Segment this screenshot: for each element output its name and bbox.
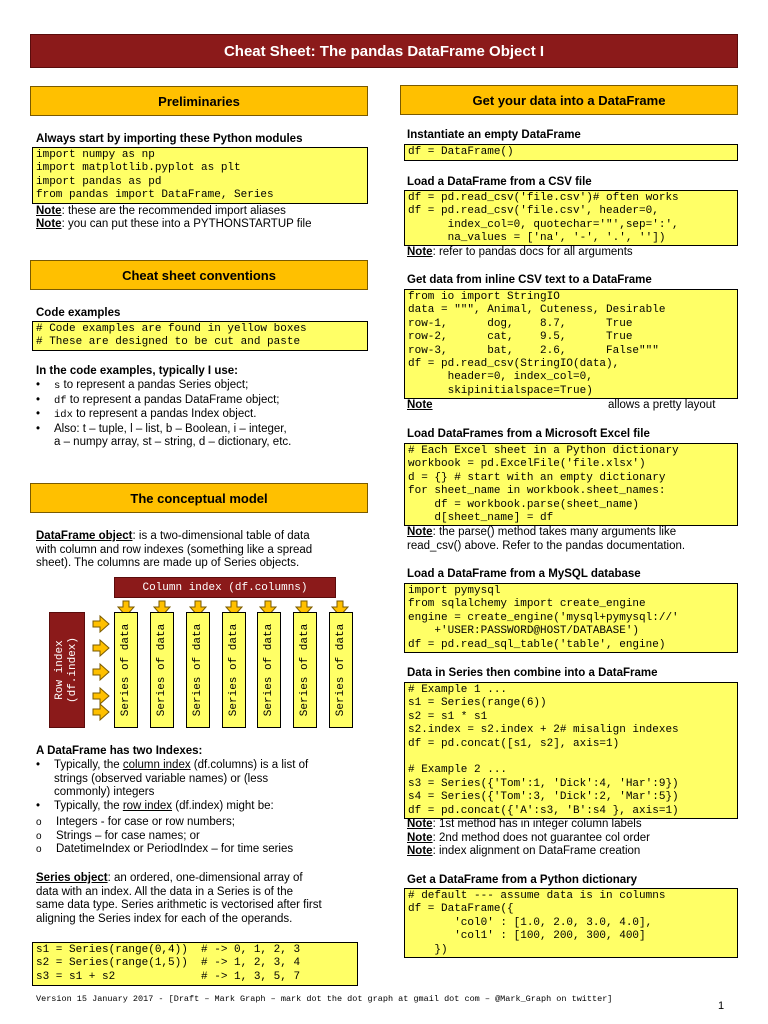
conventions-code-box[interactable]: # Code examples are found in yellow boxes # These are designed to be cut and paste — [32, 321, 368, 351]
series-column: Series of data — [293, 612, 317, 728]
mysql-code-box[interactable]: import pymysql from sqlalchemy import create_engine engine = create_engine('mysql+pymysql://' +'USER:PASSWORD@HOST/DATABASE') df = pd.read_sql_table('table', engine) — [404, 583, 738, 653]
csv-subheading: Load a DataFrame from a CSV file — [407, 176, 592, 188]
series-column: Series of data — [329, 612, 353, 728]
empty-df-code-box[interactable]: df = DataFrame() — [404, 144, 738, 161]
inline-csv-code-box[interactable]: from io import StringIO data = """, Animal, Cuteness, Desirable row-1, dog, 8.7, True row-2, cat, 9.5, True row-3, bat, 2.6, False""" df = pd.read_csv(StringIO(data), header=0, index_col=0, skipinitialspace=True) — [404, 289, 738, 399]
list-item: o Integers - for case or row numbers; — [0, 816, 368, 830]
series-description: Series object: an ordered, one-dimensional array of data with an index. All the data in a Series is of the same data type. Series arithmetic is vectorised after first aligning the Series index for each of the operands. — [36, 872, 322, 925]
usage-subheading: In the code examples, typically I use: — [36, 365, 238, 377]
csv-code-box[interactable]: df = pd.read_csv('file.csv')# often works df = pd.read_csv('file.csv', header=0, index_col=0, quotechar='"',sep=':', na_values = ['na', '-', '.', '']) — [404, 190, 738, 246]
imports-subheading: Always start by importing these Python modules — [36, 133, 303, 145]
row-index-types-list — [0, 816, 368, 857]
dict-code-box[interactable]: # default --- assume data is in columns df = DataFrame({ 'col0' : [1.0, 2.0, 3.0, 4.0], 'col1' : [100, 200, 300, 400] }) — [404, 888, 738, 958]
series-code-box[interactable]: s1 = Series(range(0,4)) # -> 0, 1, 2, 3 s2 = Series(range(1,5)) # -> 1, 2, 3, 4 s3 = s1 + s2 # -> 1, 3, 5, 7 — [32, 942, 358, 986]
arrow-right-icon — [93, 688, 109, 704]
arrow-right-icon — [93, 616, 109, 632]
series-column: Series of data — [150, 612, 174, 728]
imports-note-1: Note: these are the recommended import aliases — [36, 205, 286, 217]
list-item: o DatetimeIndex or PeriodIndex – for time series — [0, 843, 368, 857]
series-combine-notes: Note: 1st method has in integer column labels Note: 2nd method does not guarantee col order Note: index alignment on DataFrame creation — [407, 818, 650, 858]
series-column: Series of data — [222, 612, 246, 728]
page-number: 1 — [718, 1000, 725, 1012]
page-title: Cheat Sheet: The pandas DataFrame Object I — [30, 34, 738, 68]
inline-csv-note: Note — [407, 399, 433, 411]
inline-csv-note-right: allows a pretty layout — [608, 399, 716, 411]
series-column: Series of data — [114, 612, 138, 728]
dict-subheading: Get a DataFrame from a Python dictionary — [407, 874, 638, 886]
imports-note-2: Note: you can put these into a PYTHONSTARTUP file — [36, 218, 312, 230]
code-examples-subheading: Code examples — [36, 307, 121, 319]
imports-code-box[interactable]: import numpy as np import matplotlib.pyplot as plt import pandas as pd from pandas import DataFrame, Series — [32, 147, 368, 204]
excel-code-box[interactable]: # Each Excel sheet in a Python dictionary workbook = pd.ExcelFile('file.xlsx') d = {} # start with an empty dictionary for sheet_name in workbook.sheet_names: df = workbook.parse(sheet_name) d[sheet_name] = df — [404, 443, 738, 526]
arrow-right-icon — [93, 704, 109, 720]
footer-version: Version 15 January 2017 - [Draft – Mark Graph – mark dot the dot graph at gmail dot com – @Mark_Graph on twitter] — [36, 994, 613, 1004]
two-indexes-heading: A DataFrame has two Indexes: — [36, 745, 203, 757]
conventions-list — [34, 379, 368, 450]
series-column: Series of data — [257, 612, 281, 728]
indexes-list — [34, 759, 368, 813]
series-combine-code-box[interactable]: # Example 1 ... s1 = Series(range(6)) s2 = s1 * s1 s2.index = s2.index + 2# misalign indexes df = pd.concat([s1, s2], axis=1) # Example 2 ... s3 = Series({'Tom':1, 'Dick':4, 'Har':9}) s4 = Series({'Tom':3, 'Dick':2, 'Mar':5}) df = pd.concat({'A':s3, 'B':s4 }, axis=1) — [404, 682, 738, 819]
series-column: Series of data — [186, 612, 210, 728]
list-item: • df to represent a pandas DataFrame object; — [34, 394, 368, 409]
inline-csv-subheading: Get data from inline CSV text to a DataFrame — [407, 274, 652, 286]
list-item: • s to represent a pandas Series object; — [34, 379, 368, 394]
row-index-label: Row index (df.index) — [49, 612, 85, 728]
list-item: • Typically, the row index (df.index) might be: — [34, 800, 368, 814]
series-combine-subheading: Data in Series then combine into a DataFrame — [407, 667, 658, 679]
list-item: o Strings – for case names; or — [0, 830, 368, 844]
list-item: • Also: t – tuple, l – list, b – Boolean, i – integer, — [34, 423, 368, 437]
list-item-continuation: a – numpy array, st – string, d – dictionary, etc. — [54, 436, 292, 449]
column-index-label: Column index (df.columns) — [114, 577, 336, 598]
conventions-heading: Cheat sheet conventions — [30, 260, 368, 290]
excel-note: Note: the parse() method takes many arguments like read_csv() above. Refer to the pandas documentation. — [407, 526, 686, 552]
csv-note: Note: refer to pandas docs for all arguments — [407, 246, 633, 258]
empty-df-subheading: Instantiate an empty DataFrame — [407, 129, 581, 141]
dataframe-description: DataFrame object: is a two-dimensional table of data with column and row indexes (something like a spread sheet). The columns are made up of Series objects. — [36, 530, 313, 570]
excel-subheading: Load DataFrames from a Microsoft Excel file — [407, 428, 650, 440]
arrow-right-icon — [93, 664, 109, 680]
conceptual-model-heading: The conceptual model — [30, 483, 368, 513]
preliminaries-heading: Preliminaries — [30, 86, 368, 116]
list-item: • idx to represent a pandas Index object. — [34, 408, 368, 423]
get-data-heading: Get your data into a DataFrame — [400, 85, 738, 115]
mysql-subheading: Load a DataFrame from a MySQL database — [407, 568, 641, 580]
list-item: • Typically, the column index (df.columns) is a list of strings (observed variable names) or (less commonly) integers — [34, 759, 368, 800]
arrow-right-icon — [93, 640, 109, 656]
